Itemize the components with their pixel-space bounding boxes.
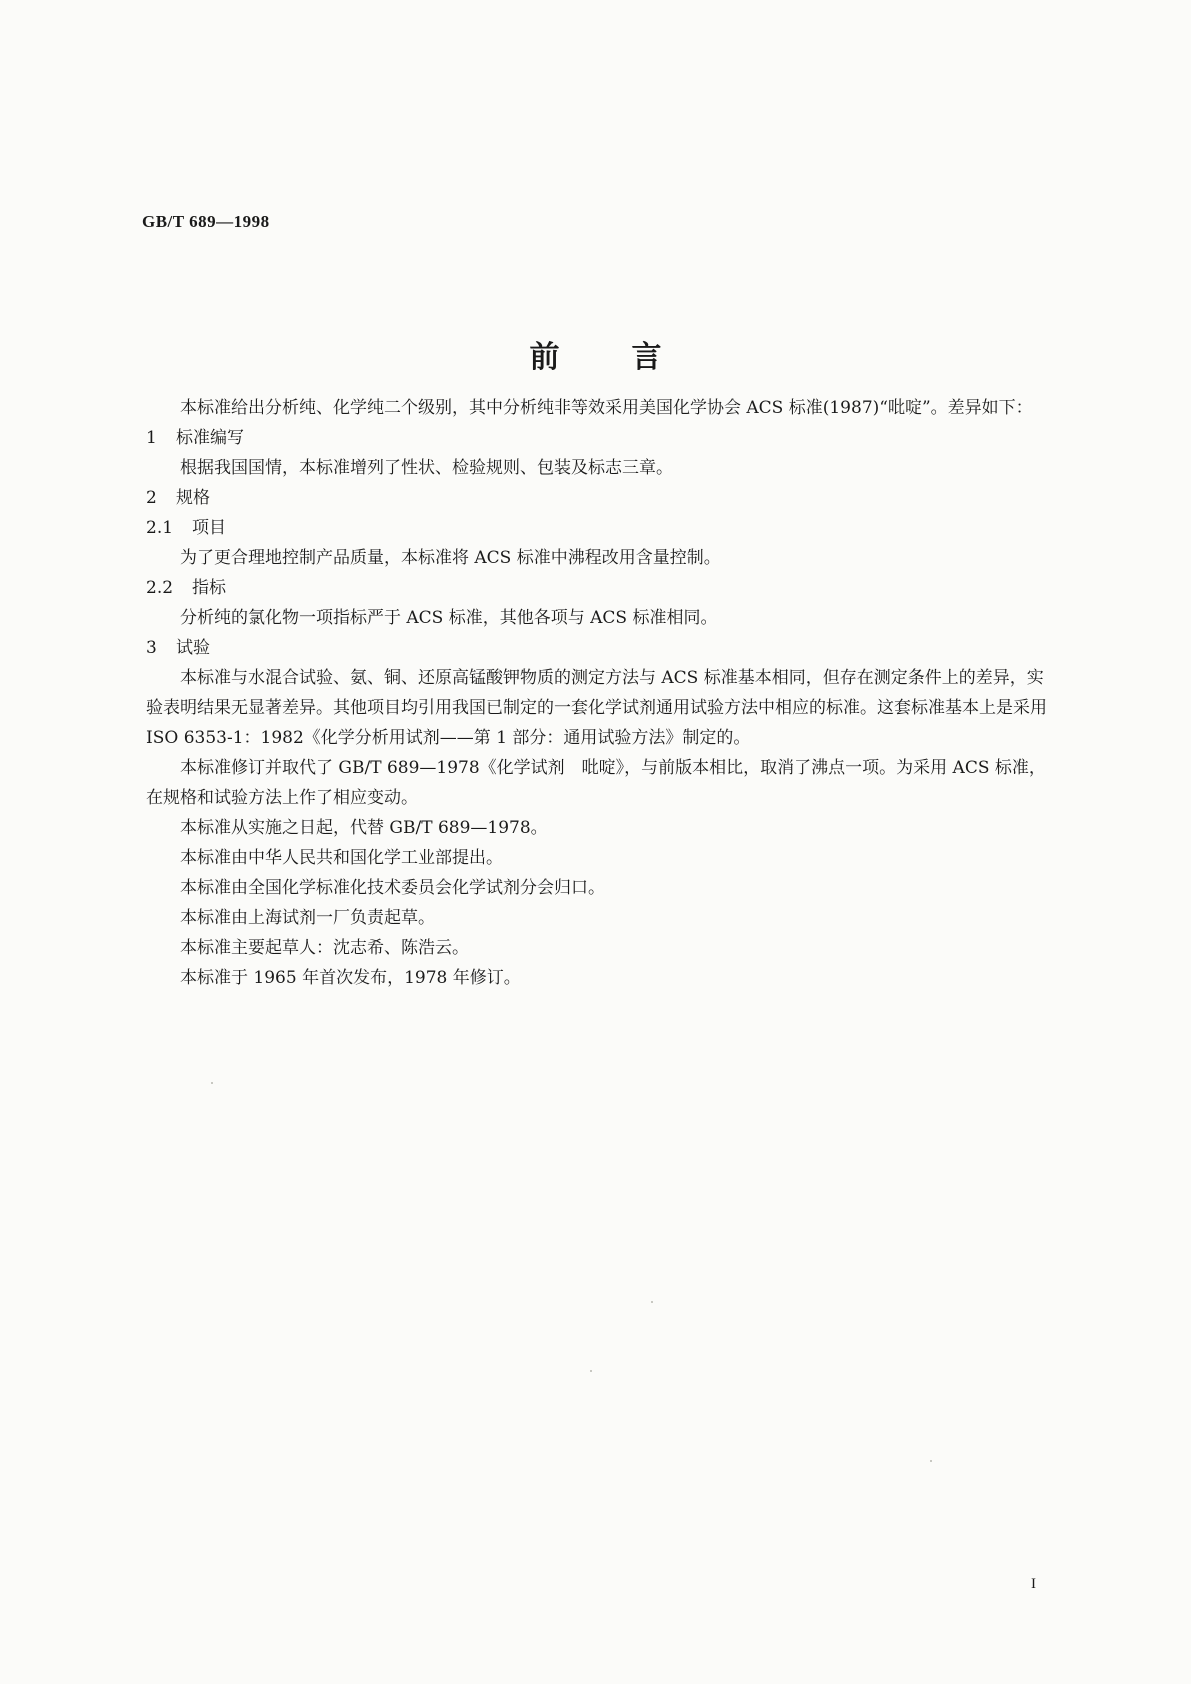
section-number: 2.2 — [146, 578, 174, 598]
page-number: I — [1031, 1576, 1036, 1592]
closing-paragraph: 本标准主要起草人：沈志希、陈浩云。 — [180, 938, 469, 958]
standard-code: GB/T 689—1998 — [142, 212, 270, 231]
closing-paragraph: 本标准由上海试剂一厂负责起草。 — [180, 908, 435, 928]
section-title: 项目 — [192, 518, 226, 538]
intro-paragraph: 本标准给出分析纯、化学纯二个级别，其中分析纯非等效采用美国化学协会 ACS 标准(1987)“吡啶”。差异如下： — [180, 398, 1033, 418]
section-number: 1 — [146, 428, 157, 448]
section-2-2-text: 分析纯的氯化物一项指标严于 ACS 标准，其他各项与 ACS 标准相同。 — [180, 608, 718, 628]
section-number: 2.1 — [146, 518, 174, 538]
section-1-heading — [146, 423, 1058, 453]
scan-speck — [651, 1301, 653, 1303]
section-1-text: 根据我国国情，本标准增列了性状、检验规则、包装及标志三章。 — [180, 458, 673, 478]
section-number: 3 — [146, 638, 157, 658]
foreword-body — [146, 393, 1058, 993]
closing-paragraph: 本标准修订并取代了 GB/T 689—1978《化学试剂 吡啶》，与前版本相比，取消了沸点一项。为采用 ACS 标准，在规格和试验方法上作了相应变动。 — [146, 758, 1046, 808]
section-title: 规格 — [176, 488, 210, 508]
closing-paragraph: 本标准从实施之日起，代替 GB/T 689—1978。 — [180, 818, 548, 838]
section-number: 2 — [146, 488, 157, 508]
section-2-heading — [146, 483, 1058, 513]
section-2-2-heading — [146, 573, 1058, 603]
section-2-1-text: 为了更合理地控制产品质量，本标准将 ACS 标准中沸程改用含量控制。 — [180, 548, 721, 568]
section-title: 指标 — [192, 578, 226, 598]
scan-speck — [211, 1082, 213, 1084]
page-title: 前言 — [529, 340, 734, 375]
section-3-heading — [146, 633, 1058, 663]
section-title: 试验 — [176, 638, 210, 658]
section-2-1-heading — [146, 513, 1058, 543]
scan-speck — [590, 1370, 592, 1372]
section-title: 标准编写 — [176, 428, 244, 448]
closing-paragraph: 本标准由中华人民共和国化学工业部提出。 — [180, 848, 503, 868]
scan-speck — [930, 1460, 932, 1462]
section-3-text: 本标准与水混合试验、氨、铜、还原高锰酸钾物质的测定方法与 ACS 标准基本相同，但存在测定条件上的差异，实验表明结果无显著差异。其他项目均引用我国已制定的一套化学试剂通用试验方法中相应的标准。这套标准基本上是采用 ISO 6353-1：1982《化学分析用试剂——第 1 部分：通用试验方法》制定的。 — [146, 668, 1047, 748]
closing-paragraph: 本标准于 1965 年首次发布，1978 年修订。 — [180, 968, 521, 988]
closing-paragraph: 本标准由全国化学标准化技术委员会化学试剂分会归口。 — [180, 878, 605, 898]
